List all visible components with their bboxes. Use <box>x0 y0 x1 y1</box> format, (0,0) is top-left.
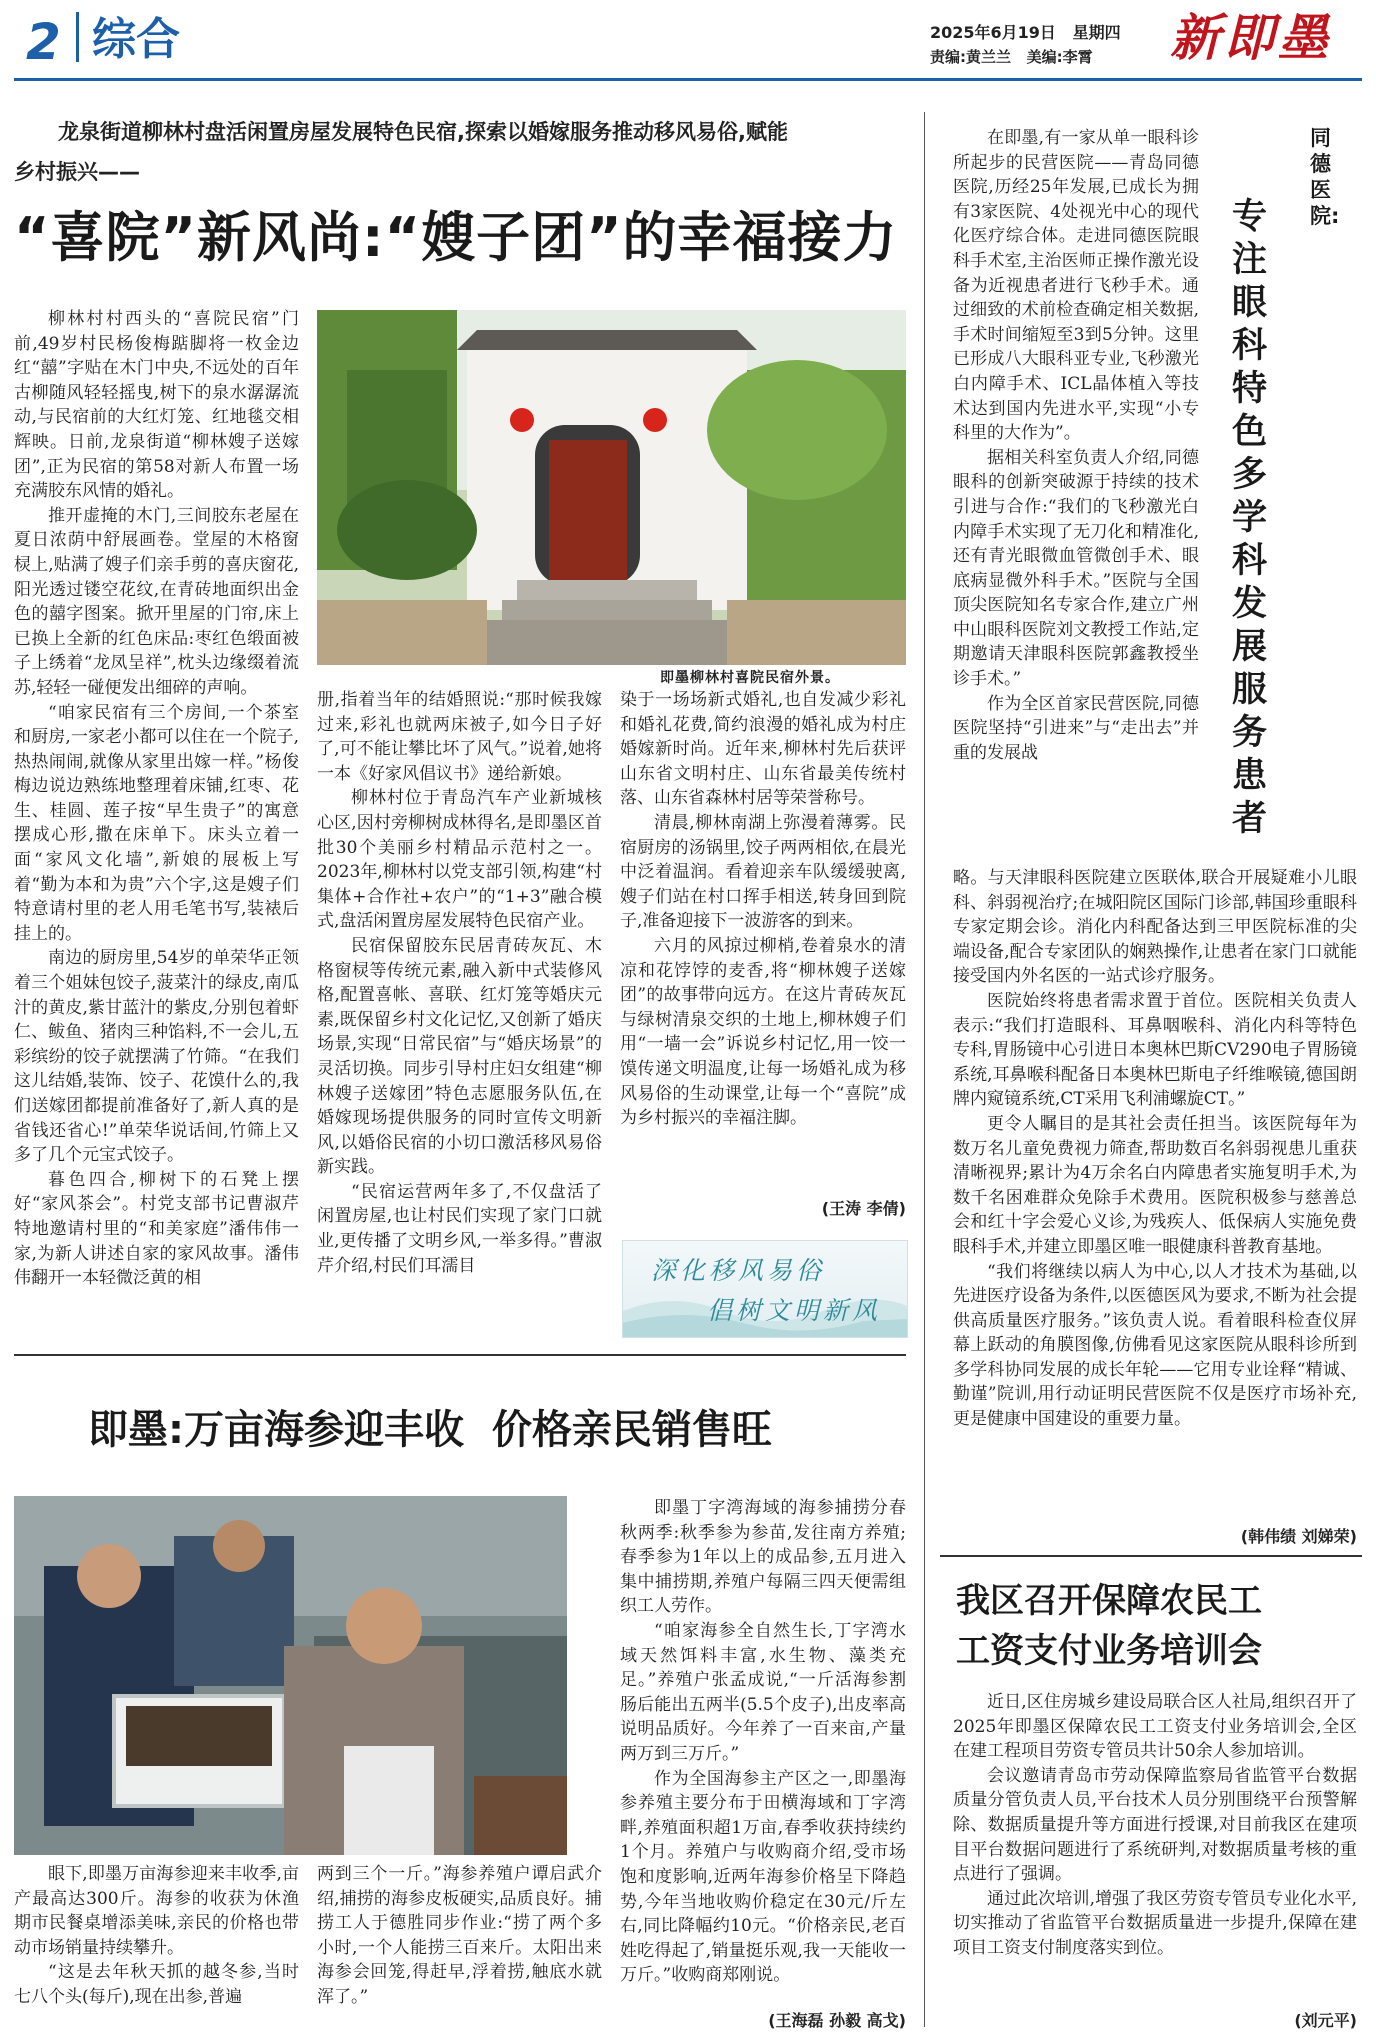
slogan-box <box>622 1240 908 1338</box>
paragraph: “这是去年秋天抓的越冬参,当时七八个头(每斤),现在出参,普遍 <box>14 1962 299 2007</box>
paragraph: 染于一场场新式婚礼,也自发减少彩礼和婚礼花费,简约浪漫的婚礼成为村庄婚嫁新时尚。近年来,柳林村先后获评山东省文明村庄、山东省最美传统村落、山东省森林村居等荣誉称号。 <box>620 690 906 809</box>
story3-title: 专注眼科特色 多学科发展服务患者 <box>1232 197 1292 839</box>
header-divider <box>76 12 79 62</box>
paragraph: 更令人瞩目的是其社会责任担当。该医院每年为数万名儿童免费视力筛查,帮助数百名斜弱视患儿重获清晰视界;累计为4万余名白内障患者实施复明手术,为数千名困难群众免除手术费用。医院积极参与慈善总会和红十字会爱心义诊,为残疾人、低保病人实施免费眼科手术,并建立即墨区唯一眼健康科普教育基地。 <box>953 1113 1357 1257</box>
slogan-line-1: 深化移风易俗 <box>651 1256 826 1285</box>
story3-column-b <box>953 866 1357 1432</box>
paragraph: 即墨丁字湾海域的海参捕捞分春秋两季:秋季参为参苗,发往南方养殖;春季参为1年以上的成品参,五月进入集中捕捞期,养殖户每隔三四天便需组织工人劳作。 <box>620 1498 906 1617</box>
story3-byline: (韩伟绩 刘娣荣) <box>1240 1527 1357 1546</box>
paragraph: 通过此次培训,增强了我区劳资专管员专业化水平,切实推动了省监管平台数据质量进一步提升,保障在建项目工资支付制度落实到位。 <box>953 1888 1357 1958</box>
designer-name: 美编:李霄 <box>1026 48 1093 66</box>
paragraph: “我们将继续以病人为中心,以人才技术为基础,以先进医疗设备为条件,以医德医风为要求,不断为社会提供高质量医疗服务。”该负责人说。看着眼科检查仪屏幕上跃动的角膜图像,仿佛看见这家医院从眼科诊所到多学科协同发展的成长年轮——它用专业诠释“精诚、勤谨”院训,用行动证明民营医院不仅是医疗市场补充,更是健康中国建设的重要力量。 <box>953 1261 1357 1430</box>
paragraph: 南边的厨房里,54岁的单荣华正领着三个姐妹包饺子,菠菜汁的绿皮,南瓜汁的黄皮,紫甘蓝汁的紫皮,分别包着虾仁、鲅鱼、猪肉三种馅料,不一会儿,五彩缤纷的饺子就摆满了竹筛。“在我们这儿结婚,装饰、饺子、花馍什么的,我们送嫁团都提前准备好了,新人真的是省钱还省心!”单荣华说话间,竹筛上又多了几个元宝式饺子。 <box>14 948 299 1166</box>
story3-kicker: 同德医院: <box>1310 126 1340 228</box>
paragraph: 六月的风掠过柳梢,卷着泉水的清凉和花饽饽的麦香,将“柳林嫂子送嫁团”的故事带向远方。在这片青砖灰瓦与绿树清泉交织的土地上,柳林嫂子们用“一墙一会”诉说乡村记忆,用一饺一馍传递文明温度,让每一场婚礼成为移风易俗的生动课堂,让每一个“喜院”成为乡村振兴的幸福注脚。 <box>620 935 906 1129</box>
story1-column-3 <box>620 688 906 1131</box>
minsu-photo-illustration <box>317 310 906 665</box>
story4-byline: (刘元平) <box>1294 2011 1357 2030</box>
story2-byline: (王海磊 孙毅 高戈) <box>768 2011 906 2030</box>
header-rule <box>14 78 1362 81</box>
weekday-text: 星期四 <box>1072 23 1121 42</box>
column-divider <box>924 112 925 2027</box>
paragraph: “咱家海参全自然生长,丁字湾水域天然饵料丰富,水生物、藻类充足。”养殖户张孟成说,“一斤活海参割肠后能出五两半(5.5个皮子),出皮率高说明品质好。今年养了一百来亩,产量两万到三万斤。” <box>620 1620 906 1764</box>
story1-kicker <box>14 112 914 192</box>
story3-column-a <box>953 126 1199 765</box>
story4-title-line-1: 我区召开保障农民工 <box>956 1581 1262 1621</box>
story2-column-3 <box>620 1496 906 1988</box>
paragraph: 柳林村村西头的“喜院民宿”门前,49岁村民杨俊梅踮脚将一枚金边红“囍”字贴在木门中央,不远处的百年古柳随风轻轻摇曳,树下的泉水潺潺流动,与民宿前的大红灯笼、红地毯交相辉映。日前,龙泉街道“柳林嫂子送嫁团”,正为民宿的第58对新人布置一场充满胶东风情的婚礼。 <box>14 309 299 502</box>
section-name: 综合 <box>92 14 180 65</box>
editor-credits <box>930 46 1093 67</box>
story2-title: 即墨:万亩海参迎丰收 价格亲民销售旺 <box>88 1407 772 1453</box>
story2-column-1 <box>14 1862 299 2010</box>
paragraph: 略。与天津眼科医院建立医联体,联合开展疑难小儿眼科、斜弱视治疗;在城阳院区国际门诊部,韩国珍重眼科专家定期会诊。消化内科配备达到三甲医院标准的尖端设备,配合专家团队的娴熟操作,让患者在家门口就能接受国内外名医的一站式诊疗服务。 <box>953 868 1357 987</box>
slogan-line-2: 倡树文明新风 <box>707 1296 882 1325</box>
paragraph: 作为全国海参主产区之一,即墨海参养殖主要分布于田横海域和丁字湾畔,养殖面积超1万亩,春季收获持续约1个月。养殖户与收购商介绍,受市场饱和度影响,近两年海参价格呈下降趋势,今年当地收购价稳定在30元/斤左右,同比降幅约10元。“价格亲民,老百姓吃得起了,销量挺乐观,我一天能收一万斤。”收购商郑刚说。 <box>620 1768 906 1986</box>
paragraph: 清晨,柳林南湖上弥漫着薄雾。民宿厨房的汤锅里,饺子两两相依,在晨光中泛着温润。看着迎亲车队缓缓驶离,嫂子们站在村口挥手相送,转身回到院子,准备迎接下一波游客的到来。 <box>620 812 906 932</box>
story1-column-1 <box>14 307 299 1291</box>
minsu-photo <box>317 310 906 665</box>
paragraph: 民宿保留胶东民居青砖灰瓦、木格窗棂等传统元素,融入新中式装修风格,配置喜帐、喜联、红灯笼等婚庆元素,既保留乡村文化记忆,又创新了婚庆场景,实现“日常民宿”与“婚庆场景”的灵活切换。同步引导村庄妇女组建“柳林嫂子送嫁团”特色志愿服务队伍,在婚嫁现场提供服务的同时宣传文明新风,以婚俗民宿的小切口激活移风易俗新实践。 <box>317 935 602 1178</box>
story2-column-2 <box>317 1862 602 2010</box>
paragraph: 会议邀请青岛市劳动保障监察局省监管平台数据质量分管负责人员,平台技术人员分别围绕平台预警解除、数据质量提升等方面进行授课,对目前我区在建项目平台数据问题进行了系统研判,对数据质量考核的重点进行了强调。 <box>953 1765 1357 1885</box>
story1-title: “喜院”新风尚:“嫂子团”的幸福接力 <box>14 206 898 269</box>
paragraph: 据相关科室负责人介绍,同德眼科的创新突破源于持续的技术引进与合作:“我们的飞秒激光白内障手术实现了无刀化和精准化,还有青光眼微血管微创手术、眼底病显微外科手术。”医院与全国顶尖医院知名专家合作,建立广州中山眼科医院刘文教授工作站,定期邀请天津眼科医院郭鑫教授坐诊手术。” <box>953 447 1199 690</box>
paragraph: 医院始终将患者需求置于首位。医院相关负责人表示:“我们打造眼科、耳鼻咽喉科、消化内科等特色专科,胃肠镜中心引进日本奥林巴斯CV290电子胃肠镜系统,耳鼻喉科配备日本奥林巴斯电子纤维喉镜,德国朗牌内窥镜系统,CT采用飞利浦螺旋CT。” <box>953 990 1357 1110</box>
page-number: 2 <box>26 13 61 71</box>
section-divider <box>940 1555 1362 1557</box>
masthead-logo: 新即墨 <box>1170 8 1332 67</box>
story4-body <box>953 1690 1357 1961</box>
date-text: 2025年6月19日 <box>930 23 1056 42</box>
paragraph: 暮色四合,柳树下的石凳上摆好“家风茶会”。村党支部书记曹淑芹特地邀请村里的“和美家庭”潘伟伟一家,为新人讲述自家的家风故事。潘伟伟翻开一本轻微泛黄的相 <box>14 1169 299 1289</box>
paragraph: 近日,区住房城乡建设局联合区人社局,组织召开了2025年即墨区保障农民工工资支付业务培训会,全区在建工程项目劳资专管员共计50余人参加培训。 <box>953 1692 1357 1762</box>
sea-cucumber-illustration <box>14 1496 567 1855</box>
story4-title <box>956 1576 1262 1676</box>
paragraph: 柳林村位于青岛汽车产业新城核心区,因村旁柳树成林得名,是即墨区首批30个美丽乡村精品示范村之一。2023年,柳林村以党支部引领,构建“村集体+合作社+农户”的“1+3”融合模式,盘活闲置房屋发展特色民宿产业。 <box>317 788 602 932</box>
section-divider <box>14 1354 906 1356</box>
issue-date <box>930 20 1121 43</box>
photo-caption: 即墨柳林村喜院民宿外景。 <box>660 670 840 686</box>
kicker-line-1: 龙泉街道柳林村盘活闲置房屋发展特色民宿,探索以婚嫁服务推动移风易俗,赋能 <box>58 120 788 144</box>
paragraph: “咱家民宿有三个房间,一个茶室和厨房,一家老小都可以住在一个院子,热热闹闹,就像从家里出嫁一样。”杨俊梅边说边熟练地整理着床铺,红枣、花生、桂圆、莲子按“早生贵子”的寓意摆成心形,撒在床单下。床头立着一面“家风文化墙”,新娘的展板上写着“勤为本和为贵”六个字,这是嫂子们特意请村里的老人用毛笔书写,装裱后挂上的。 <box>14 702 299 944</box>
paragraph: 两到三个一斤。”海参养殖户谭启武介绍,捕捞的海参皮板硬实,品质良好。捕捞工人于德胜同步作业:“捞了两个多小时,一个人能捞三百来斤。太阳出来海参会回笼,得赶早,浮着捞,触底水就浑了。” <box>317 1864 602 2007</box>
paragraph: 推开虚掩的木门,三间胶东老屋在夏日浓荫中舒展画卷。堂屋的木格窗棂上,贴满了嫂子们亲手剪的喜庆窗花,阳光透过镂空花纹,在青砖地面织出金色的囍字图案。掀开里屋的门帘,床上已换上全新的红色床品:枣红色缎面被子上绣着“龙凤呈祥”,枕头边缘缀着流苏,轻轻一碰便发出细碎的声响。 <box>14 505 299 698</box>
story4-title-line-2: 工资支付业务培训会 <box>956 1631 1262 1671</box>
paragraph: 眼下,即墨万亩海参迎来丰收季,亩产最高达300斤。海参的收获为休渔期市民餐桌增添美味,亲民的价格也带动市场销量持续攀升。 <box>14 1864 299 1958</box>
kicker-line-2: 乡村振兴—— <box>14 160 140 184</box>
paragraph: 在即墨,有一家从单一眼科诊所起步的民营医院——青岛同德医院,历经25年发展,已成长为拥有3家医院、4处视光中心的现代化医疗综合体。走进同德医院眼科手术室,主治医师正操作激光设备为近视患者进行飞秒手术。通过细致的术前检查确定相关数据,手术时间缩短至3到5分钟。这里已形成八大眼科亚专业,飞秒激光白内障手术、ICL晶体植入等技术达到国内先进水平,实现“小专科里的大作为”。 <box>953 128 1199 444</box>
story1-byline: (王涛 李倩) <box>821 1199 906 1218</box>
story1-column-2 <box>317 688 602 1278</box>
editor-name: 责编:黄兰兰 <box>930 48 1011 66</box>
paragraph: 册,指着当年的结婚照说:“那时候我嫁过来,彩礼也就两床被子,如今日子好了,可不能让攀比坏了风气。”说着,她将一本《好家风倡议书》递给新娘。 <box>317 690 602 784</box>
paragraph: 作为全区首家民营医院,同德医院坚持“引进来”与“走出去”并重的发展战 <box>953 693 1199 763</box>
paragraph: “民宿运营两年多了,不仅盘活了闲置房屋,也让村民们实现了家门口就业,更传播了文明乡风,一举多得。”曹淑芹介绍,村民们耳濡目 <box>317 1181 602 1276</box>
sea-cucumber-photo <box>14 1496 567 1855</box>
